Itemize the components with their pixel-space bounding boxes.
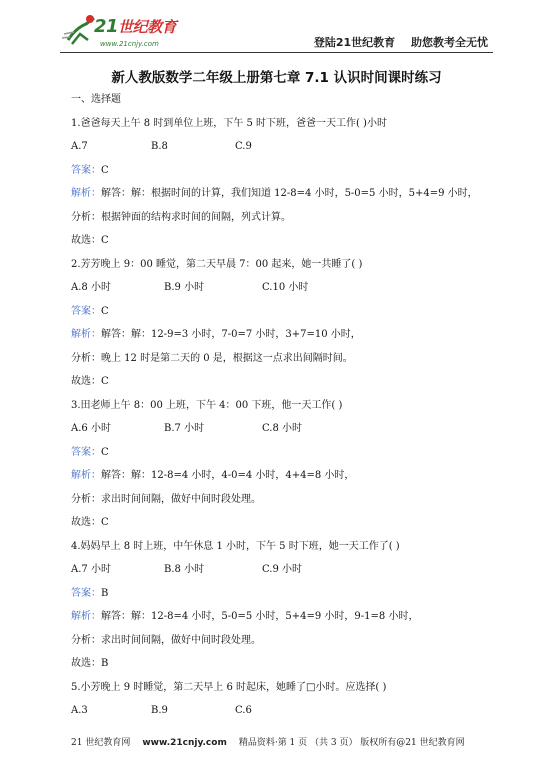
analysis-text: 解答：解：12-8=4 小时，4-0=4 小时，4+4=8 小时， bbox=[101, 470, 355, 481]
logo-url: www.21cnjy.com bbox=[100, 40, 159, 48]
option-c: C.9 bbox=[235, 141, 252, 152]
answer-value: C bbox=[101, 305, 109, 317]
answer-label: 答案： bbox=[71, 305, 101, 317]
question-2-options bbox=[71, 282, 501, 294]
option-b: B.8 bbox=[151, 141, 168, 152]
question-3-answer bbox=[71, 447, 501, 459]
question-4: 4.妈妈早上 8 时上班，中午休息 1 小时，下午 5 时下班，她一天工作了( ) bbox=[71, 540, 400, 552]
logo-wordmark: 21世纪教育 bbox=[94, 16, 177, 37]
answer-label: 答案： bbox=[71, 164, 101, 176]
answer-value: B bbox=[101, 587, 109, 599]
question-4-analysis bbox=[71, 611, 501, 623]
question-1-options bbox=[71, 141, 501, 153]
question-2: 2.芳芳晚上 9：00 睡觉，第二天早晨 7：00 起来，她一共睡了( ) bbox=[71, 258, 363, 270]
option-a: A.7 bbox=[71, 141, 88, 152]
question-4-conclusion: 故选：B bbox=[71, 658, 109, 669]
footer-copyright: 精品资料·第 1 页 （共 3 页） 版权所有@21 世纪教育网 bbox=[238, 738, 465, 748]
option-c: C.8 小时 bbox=[262, 423, 303, 434]
option-b: B.9 小时 bbox=[164, 282, 205, 293]
question-3-conclusion: 故选：C bbox=[71, 517, 109, 528]
question-4-answer bbox=[71, 588, 501, 600]
option-c: C.6 bbox=[235, 705, 252, 716]
question-4-analysis-2: 分析：求出时间间隔，做好中间时段处理。 bbox=[71, 634, 261, 646]
section-heading: 一、选择题 bbox=[71, 94, 121, 105]
option-b: B.8 小时 bbox=[164, 564, 205, 575]
slogan-login: 登陆21世纪教育 bbox=[313, 36, 396, 49]
analysis-label: 解析： bbox=[71, 611, 101, 622]
page-footer bbox=[71, 735, 465, 748]
footer-site-name: 21 世纪教育网 bbox=[71, 738, 131, 748]
option-c: C.10 小时 bbox=[262, 282, 309, 293]
header-slogans bbox=[302, 34, 488, 50]
answer-label: 答案： bbox=[71, 587, 101, 599]
analysis-text: 解答：解：根据时间的计算，我们知道 12-8=4 小时，5-0=5 小时，5+4=9 小时， bbox=[101, 188, 478, 199]
option-a: A.3 bbox=[71, 705, 88, 716]
site-logo[interactable] bbox=[60, 14, 200, 54]
analysis-text: 解答：解：12-9=3 小时，7-0=7 小时，3+7=10 小时， bbox=[101, 329, 361, 340]
question-5-options bbox=[71, 705, 501, 717]
question-1-analysis bbox=[71, 188, 501, 200]
option-b: B.9 bbox=[151, 705, 168, 716]
analysis-label: 解析： bbox=[71, 188, 101, 199]
question-1: 1.爸爸每天上午 8 时到单位上班，下午 5 时下班，爸爸一天工作( )小时 bbox=[71, 117, 387, 129]
option-a: A.6 小时 bbox=[71, 423, 111, 434]
question-1-analysis-2: 分析：根据钟面的结构求时间的间隔，列式计算。 bbox=[71, 211, 291, 223]
analysis-text: 解答：解：12-8=4 小时，5-0=5 小时，5+4=9 小时，9-1=8 小时， bbox=[101, 611, 419, 622]
question-4-options bbox=[71, 564, 501, 576]
question-3-options bbox=[71, 423, 501, 435]
question-2-analysis bbox=[71, 329, 501, 341]
page-header bbox=[0, 0, 553, 60]
question-2-analysis-2: 分析：晚上 12 时是第二天的 0 是，根据这一点求出间隔时间。 bbox=[71, 352, 353, 364]
question-5: 5.小芳晚上 9 时睡觉，第二天早上 6 时起床，她睡了□小时。应选择( ) bbox=[71, 681, 387, 693]
answer-value: C bbox=[101, 164, 109, 176]
page-title: 新人教版数学二年级上册第七章 7.1 认识时间课时练习 bbox=[111, 70, 442, 86]
exercise-content bbox=[71, 94, 501, 729]
answer-value: C bbox=[101, 446, 109, 458]
question-3-analysis bbox=[71, 470, 501, 482]
question-2-conclusion: 故选：C bbox=[71, 376, 109, 387]
question-3: 3.田老师上午 8：00 上班，下午 4：00 下班，他一天工作( ) bbox=[71, 399, 343, 411]
option-b: B.7 小时 bbox=[164, 423, 205, 434]
question-3-analysis-2: 分析：求出时间间隔，做好中间时段处理。 bbox=[71, 493, 261, 505]
question-2-answer bbox=[71, 306, 501, 318]
question-1-conclusion: 故选：C bbox=[71, 235, 109, 246]
option-c: C.9 小时 bbox=[262, 564, 303, 575]
footer-url-link[interactable]: www.21cnjy.com bbox=[142, 738, 227, 748]
analysis-label: 解析： bbox=[71, 470, 101, 481]
option-a: A.8 小时 bbox=[71, 282, 111, 293]
answer-label: 答案： bbox=[71, 446, 101, 458]
option-a: A.7 小时 bbox=[71, 564, 111, 575]
question-1-answer bbox=[71, 165, 501, 177]
slogan-help: 助您教考全无忧 bbox=[411, 36, 488, 49]
analysis-label: 解析： bbox=[71, 329, 101, 340]
header-divider bbox=[60, 52, 493, 53]
